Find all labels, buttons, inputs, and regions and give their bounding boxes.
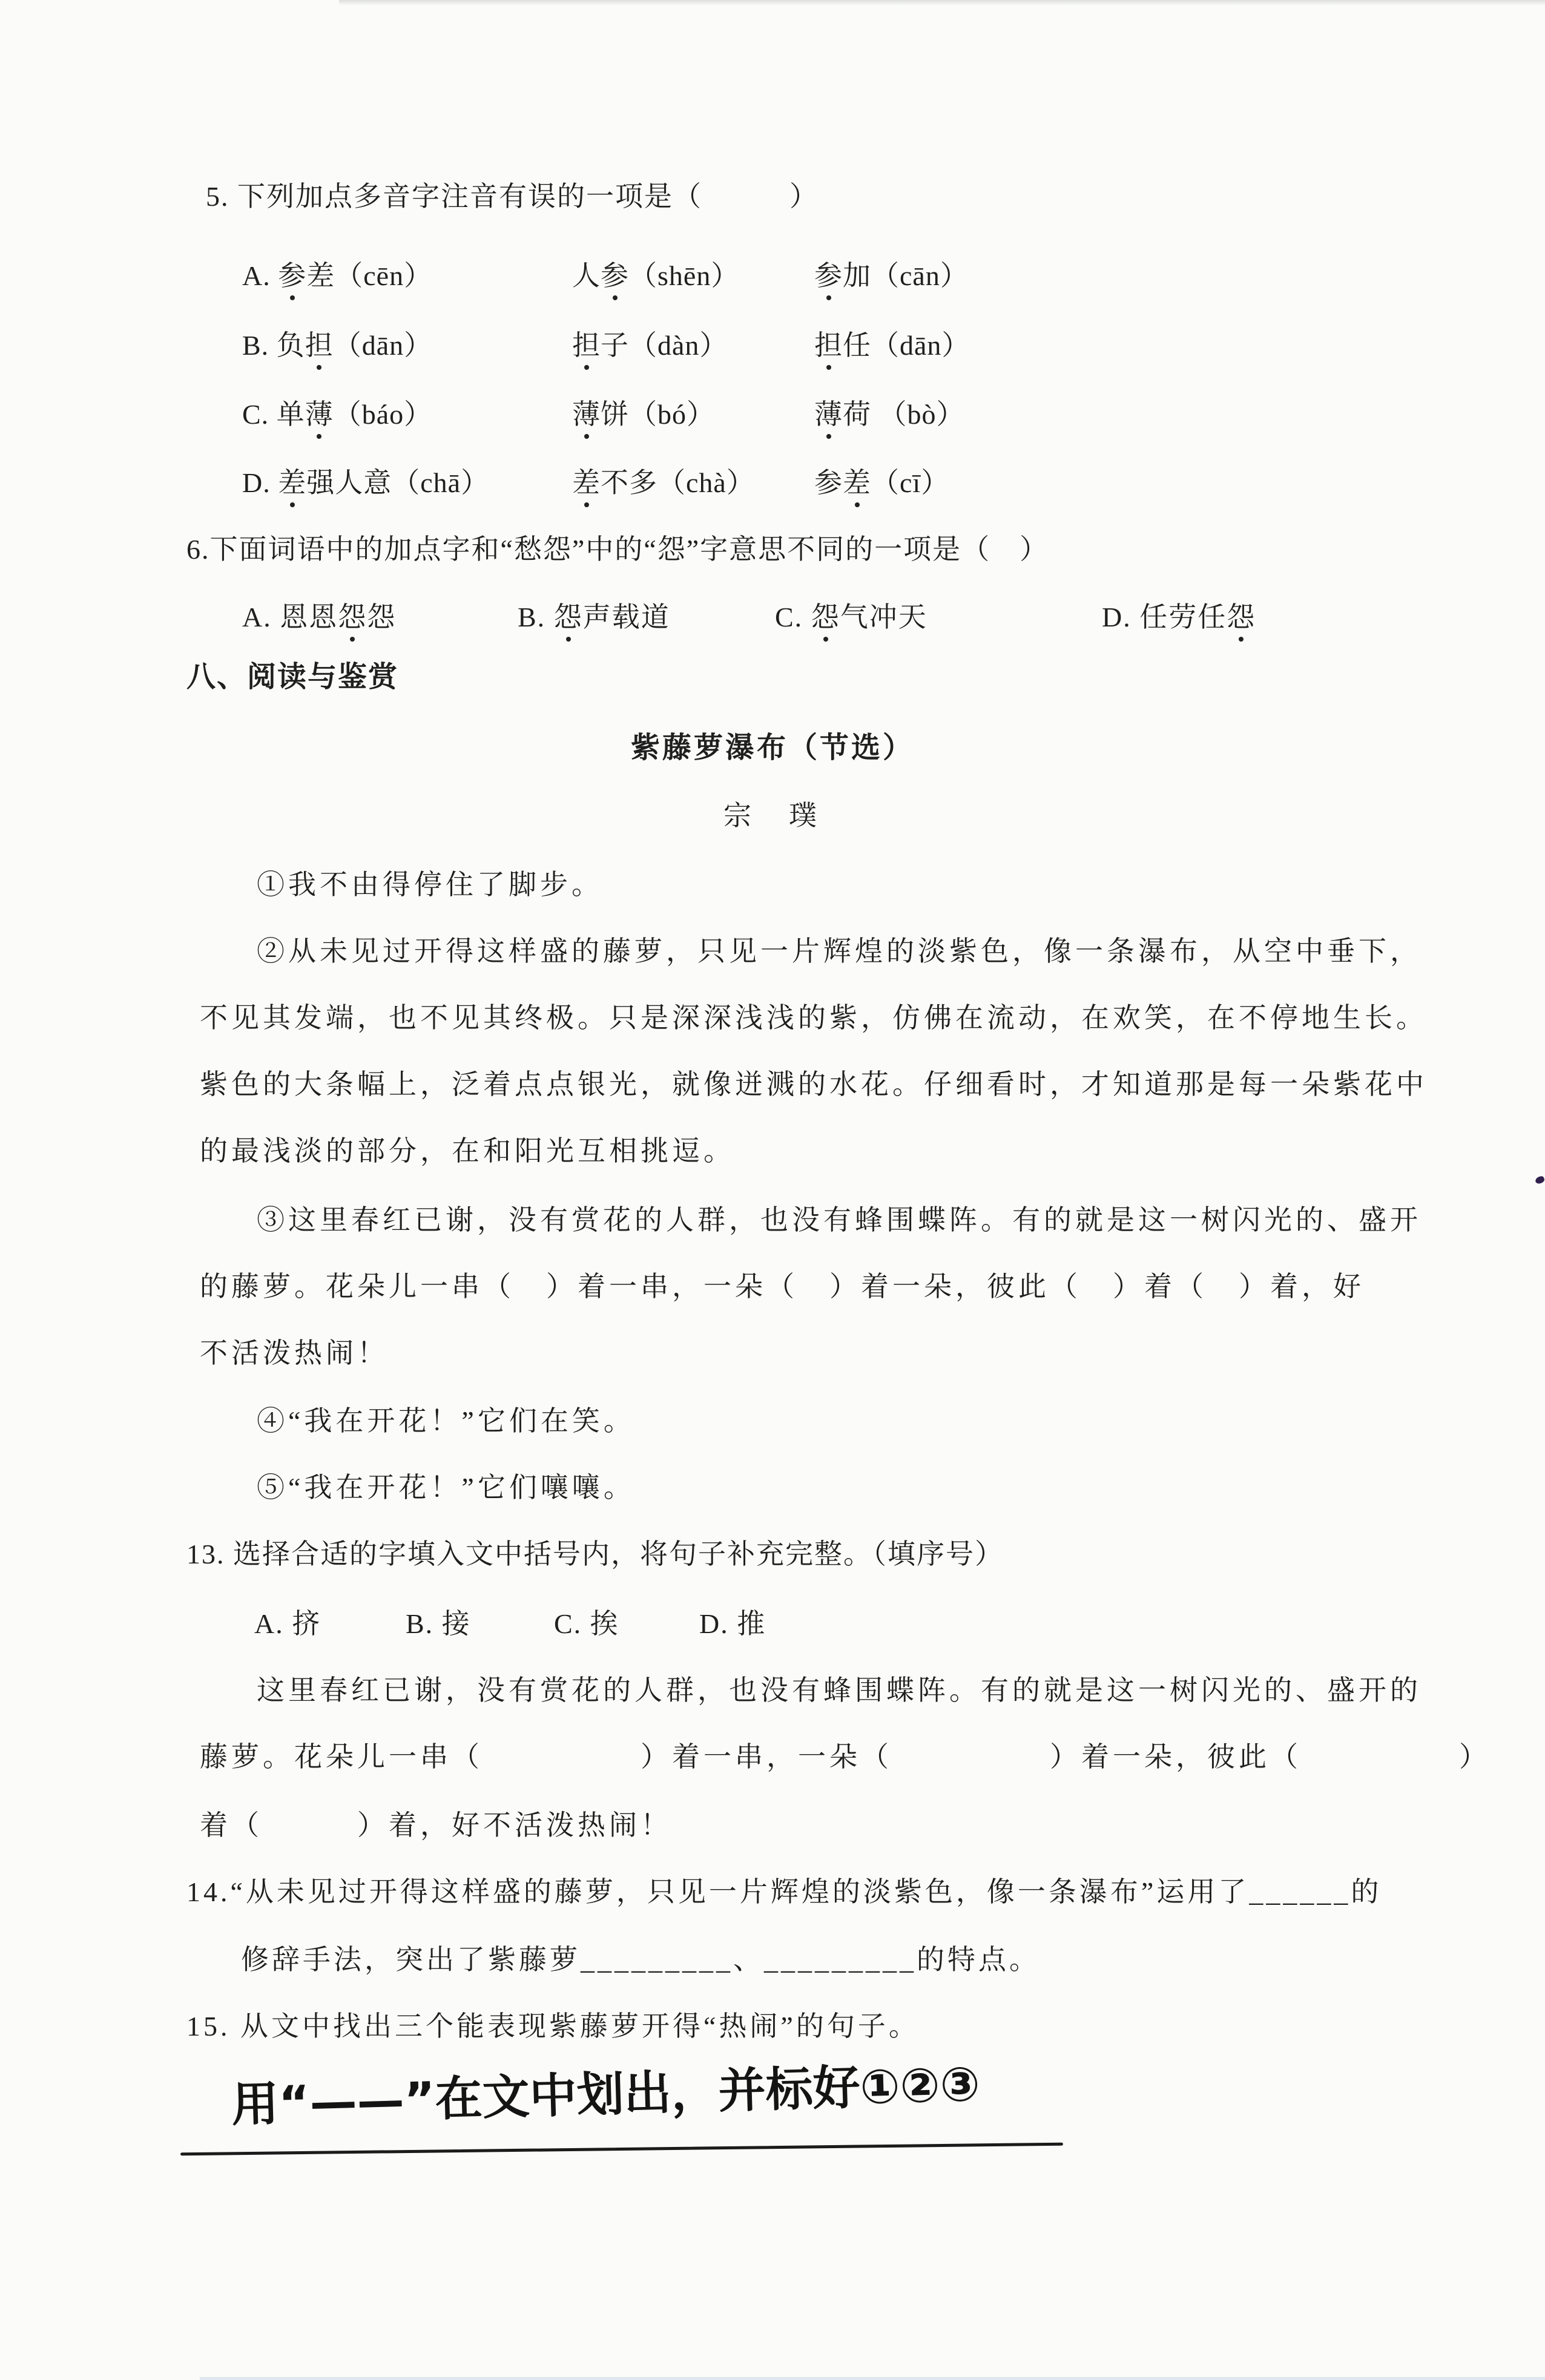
q5-b-word-3: 担任（dān）	[814, 329, 970, 362]
q5-a-word-2: 人参（shēn）	[572, 259, 739, 292]
q6-option-c: C. 怨气冲天	[775, 600, 927, 634]
passage-para3-line1: ③这里春红已谢，没有赏花的人群，也没有蜂围蝶阵。有的就是这一树闪光的、盛开	[257, 1205, 1421, 1235]
q6-option-row	[242, 600, 1514, 639]
q5-d-word-1: D. 差强人意（chā）	[242, 466, 489, 499]
q5-c-word-1: C. 单薄（báo）	[242, 398, 432, 431]
q6-option-a: A. 恩恩怨怨	[242, 600, 396, 634]
handwritten-note: 用“——”在文中划出，并标好①②③	[231, 2057, 981, 2133]
q13-option-row	[254, 1607, 1526, 1646]
q6-option-b: B. 怨声载道	[518, 600, 670, 634]
passage-title: 紫藤萝瀑布（节选）	[630, 732, 914, 764]
passage-author: 宗 璞	[723, 800, 822, 831]
passage-para2-line2: 不见其发端，也不见其终极。只是深深浅浅的紫，仿佛在流动，在欢笑，在不停地生长。	[200, 1002, 1428, 1033]
q5-a-word-1: A. 参差（cēn）	[242, 259, 432, 292]
question-5-header: 5. 下列加点多音字注音有误的一项是（ ）	[206, 181, 819, 212]
passage-para1: ①我不由得停住了脚步。	[257, 869, 603, 900]
q13-option-a: A. 挤	[254, 1608, 321, 1639]
q5-c-word-2: 薄饼（bó）	[572, 398, 715, 431]
q5-option-row-c	[242, 398, 1483, 436]
q13-body-line2: 藤萝。花朵儿一串（ ）着一串，一朵（ ）着一朵，彼此（ ）	[200, 1741, 1491, 1772]
q5-b-word-2: 担子（dàn）	[572, 329, 728, 362]
q13-body-line1: 这里春红已谢，没有赏花的人群，也没有蜂围蝶阵。有的就是这一树闪光的、盛开的	[257, 1675, 1421, 1706]
handwritten-underline	[180, 2143, 1063, 2156]
q6-option-d: D. 任劳任怨	[1102, 600, 1256, 634]
passage-para5: ⑤“我在开花！”它们嚷嚷。	[257, 1472, 635, 1503]
question-14-line1: 14.“从未见过开得这样盛的藤萝，只见一片辉煌的淡紫色，像一条瀑布”运用了______的	[186, 1876, 1382, 1907]
scan-artifact-bottom-edge	[200, 2377, 1545, 2380]
q5-d-word-3: 参差（cī）	[814, 466, 949, 499]
scan-artifact-top-edge	[339, 0, 1545, 5]
section-header-reading: 八、阅读与鉴赏	[186, 661, 399, 693]
q13-body-line3: 着（ ）着，好不活泼热闹！	[200, 1810, 672, 1841]
q5-option-row-a	[242, 259, 1483, 298]
q13-option-d: D. 推	[699, 1608, 766, 1639]
passage-para2-line1: ②从未见过开得这样盛的藤萝，只见一片辉煌的淡紫色，像一条瀑布，从空中垂下，	[257, 936, 1421, 967]
q5-a-word-3: 参加（cān）	[814, 259, 969, 292]
passage-para3-line3: 不活泼热闹！	[200, 1338, 389, 1369]
q5-option-row-d	[242, 466, 1483, 505]
passage-para2-line4: 的最浅淡的部分，在和阳光互相挑逗。	[200, 1136, 735, 1166]
margin-ink-mark	[1535, 1175, 1545, 1185]
q5-b-word-1: B. 负担（dān）	[242, 329, 432, 362]
passage-para3-line2: 的藤萝。花朵儿一串（ ）着一串，一朵（ ）着一朵，彼此（ ）着（ ）着，好	[200, 1271, 1365, 1302]
passage-para4: ④“我在开花！”它们在笑。	[257, 1405, 635, 1436]
question-13-header: 13. 选择合适的字填入文中括号内，将句子补充完整。（填序号）	[186, 1539, 1004, 1570]
q5-d-word-2: 差不多（chà）	[572, 466, 755, 499]
q5-c-word-3: 薄荷 （bò）	[814, 398, 965, 431]
question-15-header: 15. 从文中找出三个能表现紫藤萝开得“热闹”的句子。	[186, 2011, 920, 2042]
q5-option-row-b	[242, 329, 1483, 367]
question-14-line2: 修辞手法，突出了紫藤萝_________、_________的特点。	[241, 1944, 1040, 1975]
q13-option-c: C. 挨	[554, 1608, 619, 1639]
passage-para2-line3: 紫色的大条幅上，泛着点点银光，就像迸溅的水花。仔细看时，才知道那是每一朵紫花中	[200, 1069, 1428, 1100]
question-6-header: 6.下面词语中的加点字和“愁怨”中的“怨”字意思不同的一项是（ ）	[186, 534, 1049, 565]
q13-option-b: B. 接	[406, 1608, 471, 1639]
